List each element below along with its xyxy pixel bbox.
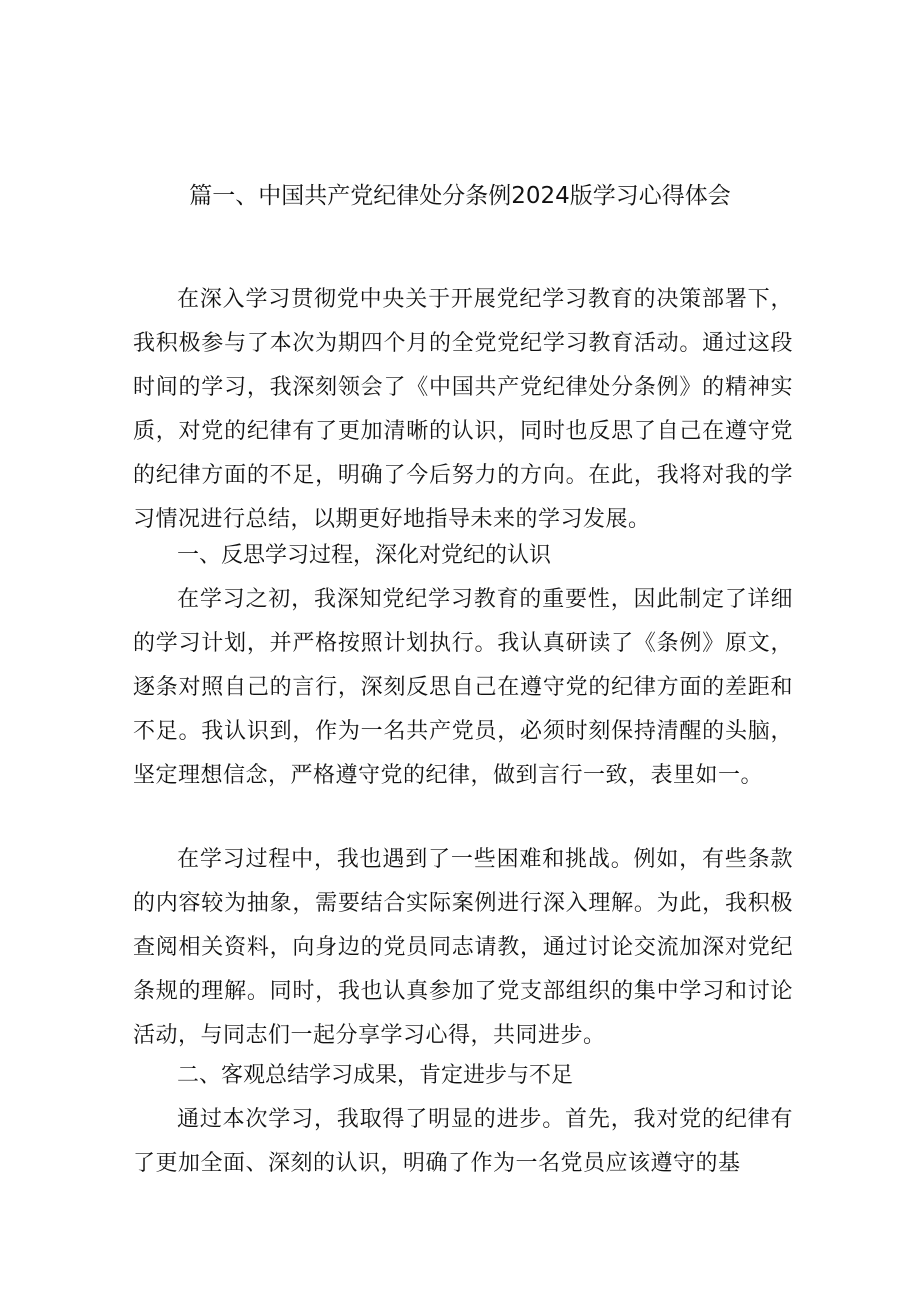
document-title: 篇一、中国共产党纪律处分条例2024版学习心得体会 (189, 183, 731, 209)
paragraph-section1-a: 在学习之初，我深知党纪学习教育的重要性，因此制定了详细的学习计划，并严格按照计划执行。我认真研读了《条例》原文，逐条对照自己的言行，深刻反思自己在遵守党的纪律方面的差距和不足。我认识到，作为一名共产党员，必须时刻保持清醒的头脑，坚定理想信念，严格遵守党的纪律，做到言行一致，表里如一。 (133, 587, 793, 788)
paragraph-intro: 在深入学习贯彻党中央关于开展党纪学习教育的决策部署下，我积极参与了本次为期四个月的全党党纪学习教育活动。通过这段时间的学习，我深刻领会了《中国共产党纪律处分条例》的精神实质，对党的纪律有了更加清晰的认识，同时也反思了自己在遵守党的纪律方面的不足，明确了今后努力的方向。在此，我将对我的学习情况进行总结，以期更好地指导未来的学习发展。 (133, 287, 793, 532)
paragraph-section1-b: 在学习过程中，我也遇到了一些困难和挑战。例如，有些条款的内容较为抽象，需要结合实际案例进行深入理解。为此，我积极查阅相关资料，向身边的党员同志请教，通过讨论交流加深对党纪条规的理解。同时，我也认真参加了党支部组织的集中学习和讨论活动，与同志们一起分享学习心得，共同进步。 (133, 847, 793, 1048)
paragraph-section2-a: 通过本次学习，我取得了明显的进步。首先，我对党的纪律有了更加全面、深刻的认识，明确了作为一名党员应该遵守的基 (133, 1107, 793, 1176)
section-heading-1: 一、反思学习过程，深化对党纪的认识 (177, 543, 552, 568)
section-heading-2: 二、客观总结学习成果，肯定进步与不足 (177, 1063, 574, 1088)
